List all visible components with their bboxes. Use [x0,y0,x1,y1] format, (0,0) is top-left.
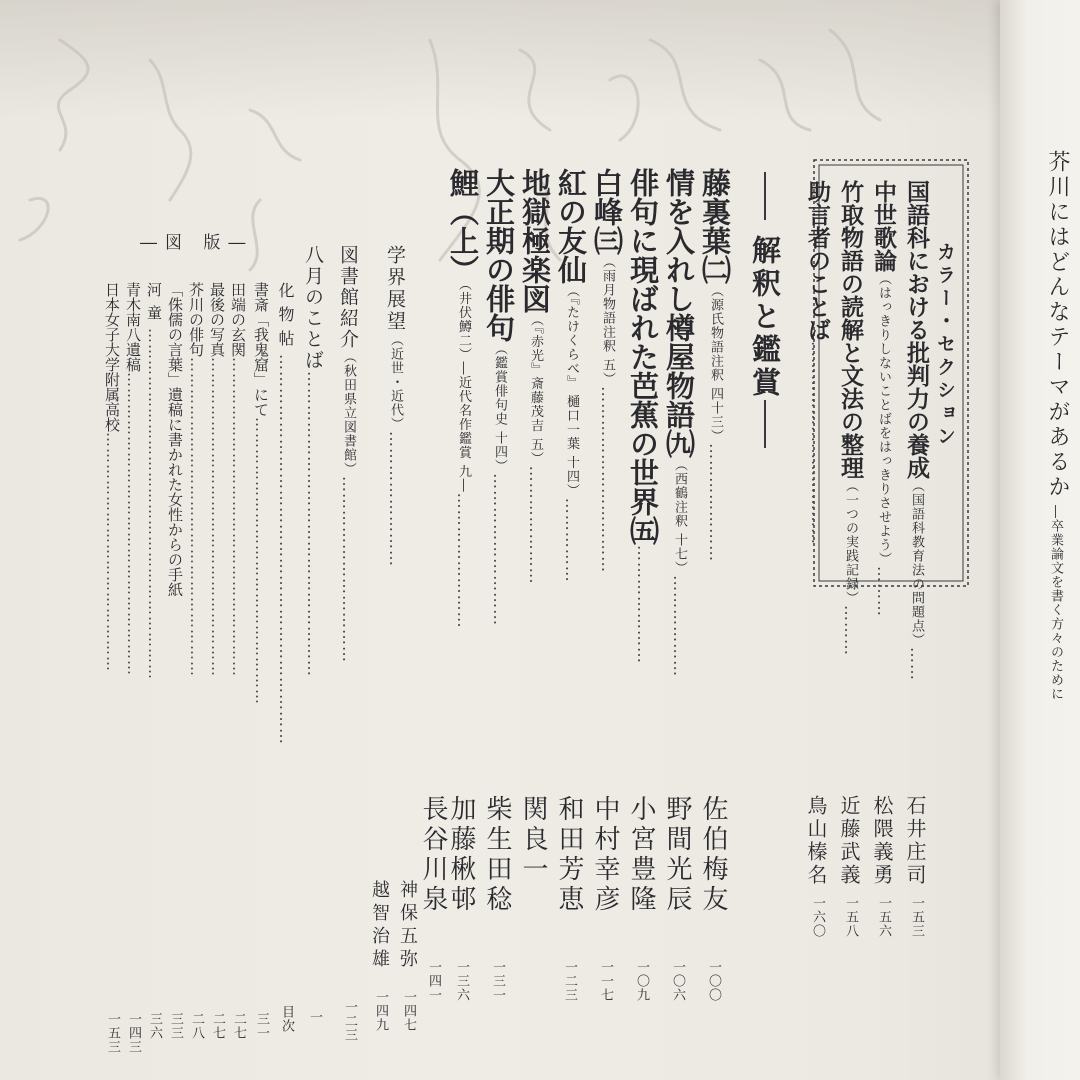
toc-entry-author: 関良一 [518,795,548,885]
color-item-author: 鳥山榛名 [804,795,828,887]
plate-item[interactable] [188,282,203,677]
toc-entry-author: 佐伯梅友 [698,795,728,915]
color-item-author: 近藤武義 [837,795,861,887]
plate-item-page: 二七 [210,1012,225,1040]
toc-entry-dots: ……………… [670,575,689,678]
heading-rule-top [764,172,766,220]
plate-item[interactable] [125,282,140,676]
plate-item-title: 「侏儒の言葉」遺稿に書かれた女性からの手紙 [166,282,184,597]
toc-entry-author: 中村幸彦 [590,795,620,915]
misc-entry-dots: ……………………………………………… [304,371,323,677]
toc-entry[interactable] [590,168,624,574]
color-item-subtitle: （一つの実践記録） [843,479,858,605]
plate-item-dots: ……………………………………… [103,432,121,672]
toc-entry[interactable] [518,168,552,585]
color-item-dots: ……… [874,566,893,617]
toc-entry-page: 一〇六 [670,960,685,1002]
color-item-page: 一五八 [843,896,858,938]
plate-item-page: 二七 [231,1012,246,1040]
toc-entry-subtitle: （西鶴注釈 十七） [672,458,687,576]
misc-entry-page: 一二三 [342,1000,357,1042]
toc-entry-dots: …………… [562,497,581,583]
color-item-dots: ……… [841,605,860,656]
color-item-page: 一五三 [909,896,924,938]
color-item-title: 中世歌論 [870,180,897,272]
plate-item-page: 一五三 [105,1012,120,1054]
plate-item-dots: ……………………………………………… [252,417,270,705]
color-item-title: 竹取物語の読解と文法の整理 [837,180,864,479]
toc-entry-title: 情を入れし樽屋物語㈨ [662,168,696,458]
heading-rule-bottom [764,400,766,448]
misc-entry[interactable] [303,245,322,677]
misc-entry-subtitle: （秋田県立図書館） [341,350,356,476]
toc-entry-title: 藤裏葉㈡ [698,168,732,284]
plate-item-page: 三一 [254,1012,269,1040]
toc-entry-page: 一〇〇 [706,960,721,1002]
toc-entry[interactable] [662,168,696,678]
toc-entry-subtitle: （源氏物語注釈 四十三） [708,284,723,444]
color-item[interactable] [905,180,928,681]
toc-entry-page: 一四一 [426,960,441,1002]
misc-entry-title: 八月のことば [302,245,324,371]
toc-entry-author: 野間光辰 [662,795,692,915]
toc-entry-author: 小宮豊隆 [626,795,656,915]
misc-entry-page: 一四七 [401,990,416,1032]
toc-entry-page: 一〇九 [634,960,649,1002]
toc-entry-dots: …………………………… [598,386,617,574]
plate-item[interactable] [253,282,268,705]
misc-entry-author: 越智治雄 [369,880,390,972]
plate-item-dots: ………………………………………………… [124,372,142,676]
misc-entry[interactable] [385,245,404,567]
toc-entry-dots: ………………… [526,465,545,585]
color-item-title: 国語科における批判力の養成 [903,180,930,479]
toc-entry-subtitle: （『たけくらべ』 樋口一葉 十四） [564,284,579,498]
misc-entry-author: 神保五弥 [397,880,418,972]
toc-entry-title: 大正期の俳句 [482,168,516,342]
plate-item-title: 書斎「我鬼窟」にて [252,282,270,417]
misc-entry-subtitle: （近世・近代） [388,333,403,431]
plate-item-dots: …………………………………………………… [208,357,226,677]
section-heading: 解釈と鑑賞 [748,235,782,400]
plate-item-page: 三六 [147,1012,162,1040]
plate-item-page: 三三 [168,1012,183,1040]
plate-item-page: 目次 [279,1005,294,1033]
toc-entry-author: 長谷川泉 [418,795,448,915]
color-item-author: 石井庄司 [903,795,927,887]
plate-item-page: 二八 [189,1012,204,1040]
plate-item[interactable] [104,282,119,672]
color-item-author: 松隈義勇 [870,795,894,887]
plate-item-page: 一四三 [126,1012,141,1054]
toc-entry[interactable] [626,168,660,664]
color-item-subtitle: （国語科教育法の問題点） [909,479,924,647]
plate-item-title: 青木南八遺稿 [124,282,142,372]
color-item[interactable] [806,180,829,545]
toc-entry-title: 紅の友仙 [554,168,588,284]
misc-entry-page: 一 [307,1010,322,1024]
toc-entry-dots: ……………………… [490,473,509,627]
toc-entry-title: 地獄極楽図 [518,168,552,313]
color-item-page: 一五六 [876,896,891,938]
toc-entry-dots: ………………… [634,545,653,664]
color-item-page: 一六〇 [810,896,825,938]
color-item-subtitle: （はっきりしないことばをはっきりさせよう） [876,272,891,566]
color-item-dots: …… [907,647,926,681]
toc-entry-author: 和田芳恵 [554,795,584,915]
plate-item[interactable] [167,282,182,597]
toc-entry-author: 加藤楸邨 [446,795,476,915]
color-item-title: 助言者のことば [804,180,831,341]
plate-item-dots: …………………………………………………… [187,357,205,677]
toc-entry[interactable] [698,168,732,563]
toc-entry-title: 鯉（上） [446,168,480,284]
plate-item[interactable] [230,282,245,677]
binding-header-title: 芥川にはどんなテーマがあるか [1045,150,1070,500]
toc-entry[interactable] [446,168,480,629]
misc-entry-page: 一四九 [373,990,388,1032]
misc-entry-title: 図書館紹介 [337,245,359,350]
plate-item-title: 河童 [145,282,163,328]
toc-entry-subtitle: （『赤光』斎藤茂吉 五） [528,313,543,466]
toc-entry-dots: ………………… [706,443,725,563]
toc-entry[interactable] [482,168,516,627]
misc-entry-title: 学界展望 [384,245,406,333]
toc-entry-title: 俳句に現ばれた芭蕉の世界㈤ [626,168,660,545]
plate-item-dots: …………………………………………………… [229,357,247,677]
misc-entry-dots: …………………… [386,431,405,567]
color-item-dots: ……………………………… [808,341,827,545]
plate-item[interactable] [277,282,293,745]
plate-item[interactable] [146,282,161,680]
toc-entry-title: 白峰㈢ [590,168,624,255]
plates-heading: ―図 版― [140,233,254,253]
toc-entry-page: 一三一 [490,960,505,1002]
plate-item-title: 芥川の俳句 [187,282,205,357]
plate-item-dots: …………………………………………………………… [276,354,295,745]
plate-item-title: 化物帖 [276,282,295,354]
binding-header-subtitle: ―卒業論文を書く方々のために [1048,505,1063,701]
plate-item-dots: ………………………………………………………… [145,328,163,680]
toc-entry-dots: …………………… [454,492,473,629]
toc-entry-subtitle: （雨月物語注釈 五） [600,255,615,387]
toc-entry-page: 一二三 [562,960,577,1002]
misc-entry[interactable] [338,245,357,663]
page-shadow [0,0,1000,120]
color-item[interactable] [839,180,862,656]
plate-item[interactable] [209,282,224,677]
plate-item-title: 最後の写真 [208,282,226,357]
color-section-heading: カラー・セクション [934,242,956,449]
toc-entry-subtitle: （鑑賞俳句史 十四） [492,342,507,474]
toc-entry-author: 柴生田稔 [482,795,512,915]
misc-entry-dots: …………………………… [339,476,358,663]
toc-entry-page: 一三六 [454,960,469,1002]
toc-entry-subtitle: （井伏鱒二）―近代名作鑑賞 九― [456,284,471,493]
toc-entry-page: 一一七 [598,960,613,1002]
toc-entry[interactable] [554,168,588,583]
color-item[interactable] [872,180,895,617]
plate-item-title: 日本女子大学附属高校 [103,282,121,432]
plate-item-title: 田端の玄関 [229,282,247,357]
